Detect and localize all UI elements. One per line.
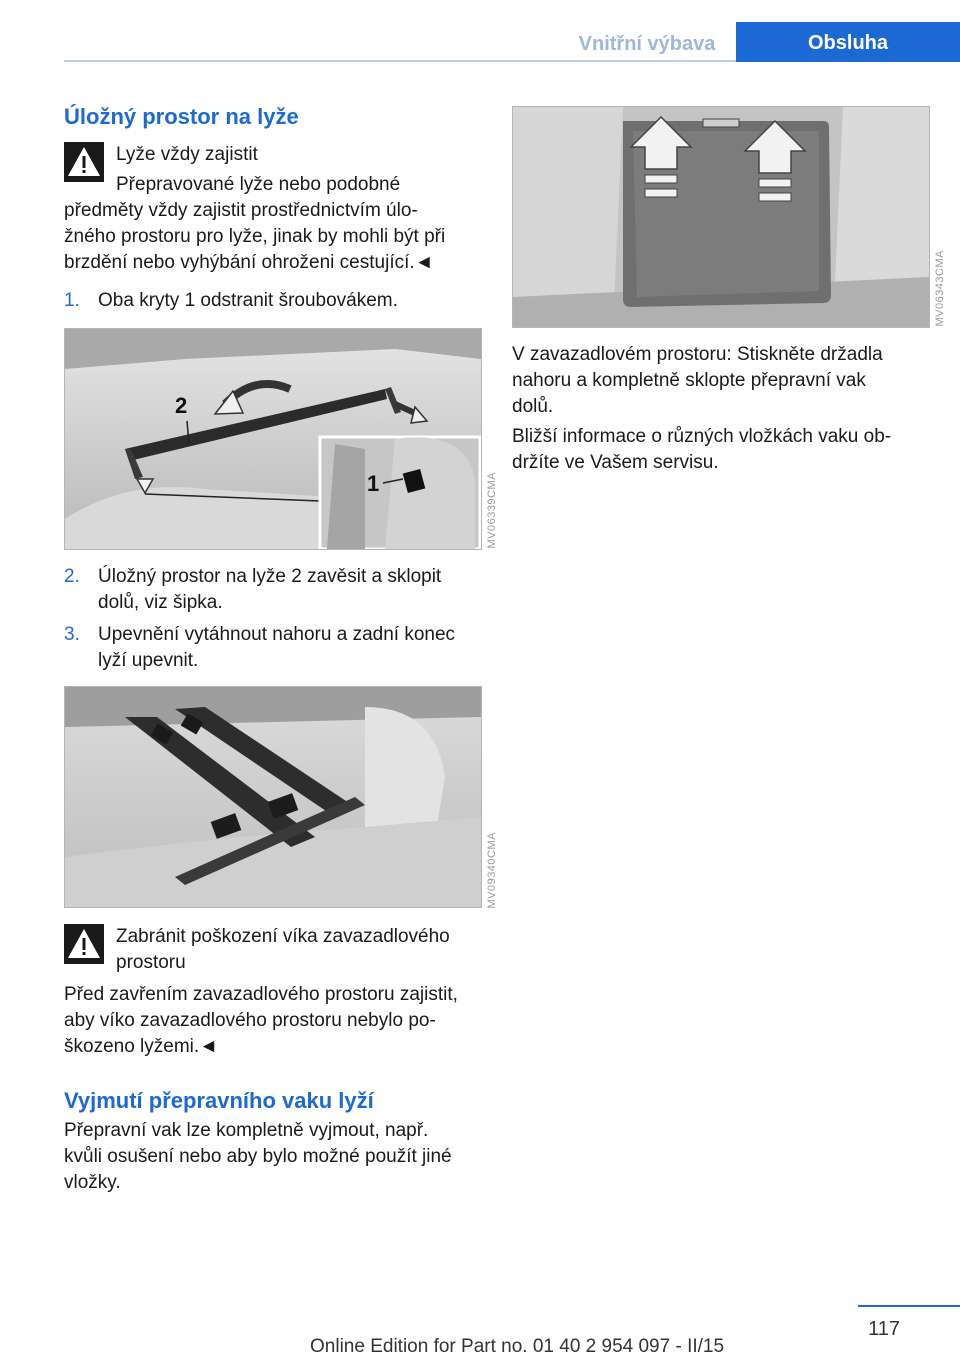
callout-label: 2 xyxy=(175,393,188,418)
paragraph-line: kvůli osušení nebo aby bylo možné použít jiné xyxy=(64,1146,452,1167)
section-title-ski-storage: Úložný prostor na lyže xyxy=(64,104,299,129)
figure-code: MV09340CMA xyxy=(486,832,498,909)
figure-fold-down-handles xyxy=(512,106,930,328)
warning-heading: Zabránit poškození víka zavazadlového xyxy=(116,926,450,947)
footer-rule xyxy=(858,1305,960,1307)
step-number: 2. xyxy=(64,566,80,587)
step-text: Upevnění vytáhnout nahoru a zadní konec xyxy=(98,624,456,645)
section-title-remove-bag: Vyjmutí přepravního vaku lyží xyxy=(64,1088,374,1113)
paragraph-line: V zavazadlovém prostoru: Stiskněte držadla xyxy=(512,344,883,365)
warning-triangle-icon xyxy=(64,924,104,964)
step-number: 1. xyxy=(64,290,80,311)
warning-heading: prostoru xyxy=(116,952,186,973)
figure-ski-bag-installed xyxy=(64,686,482,908)
step-text: Oba kryty 1 odstranit šroubovákem. xyxy=(98,290,398,311)
paragraph-line: Bližší informace o různých vložkách vaku ob‐ xyxy=(512,426,892,447)
paragraph-line: dolů. xyxy=(512,396,554,417)
chapter-tab[interactable]: Obsluha xyxy=(736,22,960,62)
figure-code: MV06343CMA xyxy=(934,250,946,327)
paragraph-line: držíte ve Vašem servisu. xyxy=(512,452,719,473)
step-number: 3. xyxy=(64,624,80,645)
warning-heading: Lyže vždy zajistit xyxy=(116,144,258,165)
step-text: lyží upevnit. xyxy=(98,650,199,671)
warning-text-line: brzdění nebo vyhýbání ohroženi cestující.◄ xyxy=(64,252,434,273)
warning-text-line: Přepravované lyže nebo podobné xyxy=(116,174,401,195)
paragraph-line: Přepravní vak lze kompletně vyjmout, např. xyxy=(64,1120,429,1141)
warning-text-line: předměty vždy zajistit prostřednictvím úlo‐ xyxy=(64,200,418,221)
paragraph-line: nahoru a kompletně sklopte přepravní vak xyxy=(512,370,866,391)
paragraph-line: vložky. xyxy=(64,1172,121,1193)
warning-text-line: žného prostoru pro lyže, jinak by mohli být při xyxy=(64,226,446,247)
step-text: Úložný prostor na lyže 2 zavěsit a sklopit xyxy=(98,566,442,587)
section-tab[interactable]: Vnitřní výbava xyxy=(578,33,716,55)
page-number: 117 xyxy=(868,1318,900,1340)
warning-text-line: aby víko zavazadlového prostoru nebylo po‐ xyxy=(64,1010,436,1031)
figure-code: MV06339CMA xyxy=(486,472,498,549)
callout-label: 1 xyxy=(367,471,380,496)
warning-triangle-icon xyxy=(64,142,104,182)
warning-text-line: škozeno lyžemi.◄ xyxy=(64,1036,218,1057)
warning-text-line: Před zavřením zavazadlového prostoru zajistit, xyxy=(64,984,458,1005)
step-text: dolů, viz šipka. xyxy=(98,592,223,613)
figure-ski-storage-covers xyxy=(64,328,482,550)
edition-note: Online Edition for Part no. 01 40 2 954 097 - II/15 xyxy=(310,1336,725,1357)
